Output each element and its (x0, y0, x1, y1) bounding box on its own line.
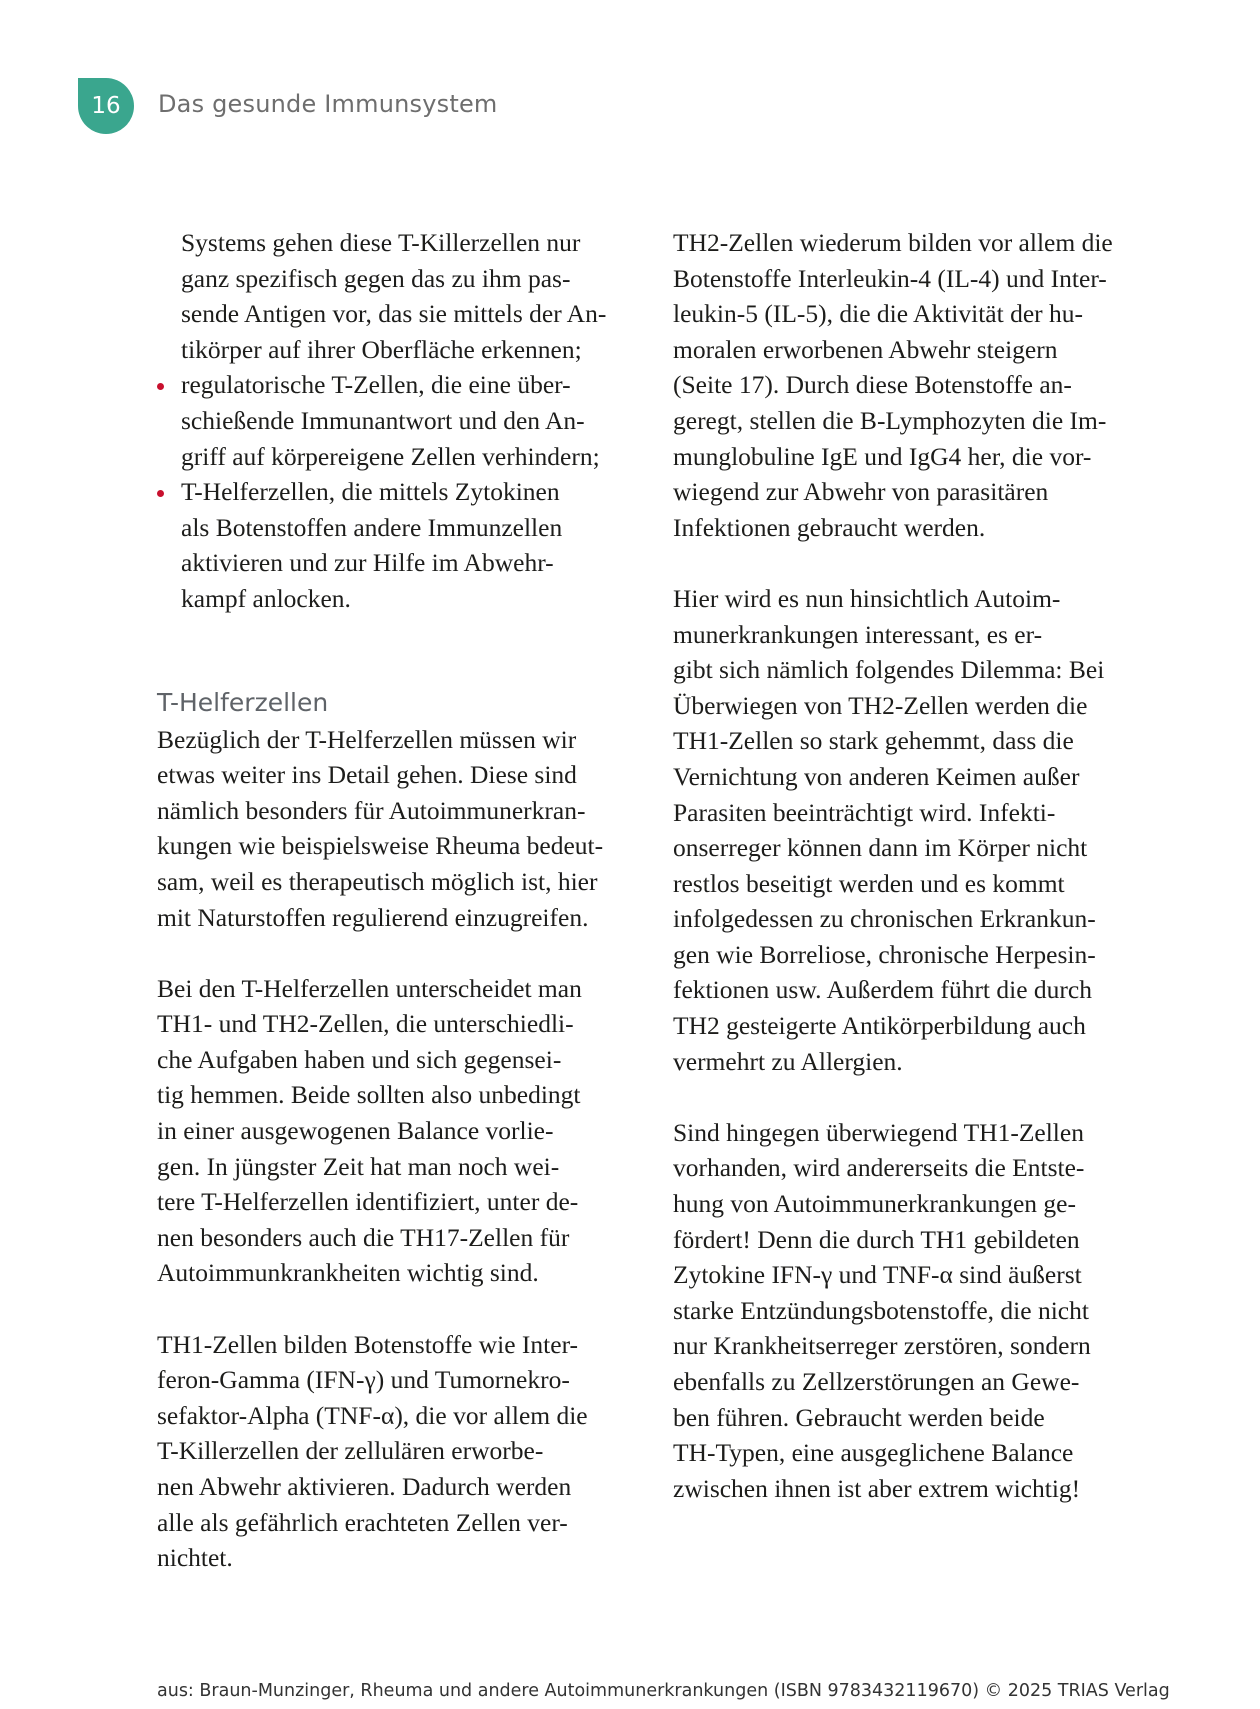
text-line: wiegend zur Abwehr von parasitären (673, 477, 1049, 507)
bullet-item (157, 367, 637, 474)
text-line: Botenstoffe Interleukin-4 (IL-4) und Inter- (673, 263, 1107, 293)
text-line: nur Krankheitserreger zerstören, sondern (673, 1331, 1091, 1361)
text-line: geregt, stellen die B-Lymphozyten die Im- (673, 405, 1107, 435)
text-line: munglobuline IgE und IgG4 her, die vor- (673, 441, 1092, 471)
text-line: nen Abwehr aktivieren. Dadurch werden (157, 1472, 572, 1501)
text-line: kampf anlocken. (181, 583, 351, 613)
text-line: griff auf körpereigene Zellen verhindern; (181, 441, 600, 471)
text-line: ganz spezifisch gegen das zu ihm pas- (181, 263, 571, 293)
section-heading: T-Helferzellen (157, 687, 329, 717)
paragraph (157, 722, 637, 936)
text-line: Zytokine IFN-γ und TNF-α sind äußerst (673, 1260, 1082, 1290)
text-line: nen besonders auch die TH17-Zellen für (157, 1222, 570, 1252)
text-line: als Botenstoffen andere Immunzellen (181, 512, 563, 542)
text-line: vorhanden, wird andererseits die Entste- (673, 1153, 1085, 1183)
text-line: starke Entzündungsbotenstoffe, die nicht (673, 1295, 1089, 1325)
text-line: Überwiegen von TH2-Zellen werden die (673, 690, 1088, 720)
text-line: tikörper auf ihrer Oberfläche erkennen; (181, 334, 582, 364)
text-line: fektionen usw. Außerdem führt die durch (673, 975, 1092, 1005)
text-line: leukin-5 (IL-5), die die Aktivität der hu- (673, 299, 1084, 329)
text-line: tig hemmen. Beide sollten also unbedingt (157, 1080, 581, 1110)
text-line: feron-Gamma (IFN-γ) und Tumornekro- (157, 1365, 570, 1395)
text-line: ebenfalls zu Zellzerstörungen an Gewe- (673, 1367, 1080, 1396)
bullet-item (157, 474, 637, 616)
text-line: (Seite 17). Durch diese Botenstoffe an- (673, 370, 1072, 400)
paragraph (673, 581, 1163, 1079)
text-line: Infektionen gebraucht werden. (673, 512, 986, 542)
text-line: aktivieren und zur Hilfe im Abwehr- (181, 548, 554, 578)
text-line: sefaktor-Alpha (TNF-α), die vor allem die (157, 1400, 588, 1430)
text-line: nämlich besonders für Autoimmunerkran- (157, 795, 586, 825)
text-line: sam, weil es therapeutisch möglich ist, hier (157, 866, 598, 896)
text-line: gen. In jüngster Zeit hat man noch wei- (157, 1151, 560, 1181)
text-line: onserreger können dann im Körper nicht (673, 833, 1088, 863)
text-line: moralen erworbenen Abwehr steigern (673, 334, 1058, 364)
text-line: Sind hingegen überwiegend TH1-Zellen (673, 1117, 1084, 1147)
text-line: sende Antigen vor, das sie mittels der An- (181, 299, 607, 329)
text-line: TH-Typen, eine ausgeglichene Balance (673, 1438, 1074, 1468)
text-line: Parasiten beeinträchtigt wird. Infekti- (673, 797, 1056, 827)
bullet-icon (157, 383, 164, 390)
text-line: mit Naturstoffen regulierend einzugreifen. (157, 902, 589, 932)
text-line: in einer ausgewogenen Balance vorlie- (157, 1116, 554, 1146)
footer-citation: aus: Braun-Munzinger, Rheuma und andere Autoimmunerkrankungen (ISBN 9783432119670) © 2025 TRIAS Verlag (157, 1681, 1170, 1701)
text-line: gen wie Borreliose, chronische Herpesin- (673, 939, 1096, 969)
text-line: Vernichtung von anderen Keimen außer (673, 761, 1080, 791)
paragraph (157, 1327, 637, 1576)
text-line: infolgedessen zu chronischen Erkrankun- (673, 904, 1096, 934)
text-line: nichtet. (157, 1543, 233, 1573)
text-line: TH1- und TH2-Zellen, die unterschiedli- (157, 1009, 574, 1039)
text-line: regulatorische T-Zellen, die eine über- (181, 370, 571, 400)
text-line: Bei den T-Helferzellen unterscheidet man (157, 973, 582, 1003)
paragraph (673, 225, 1163, 545)
text-line: munerkrankungen interessant, es er- (673, 619, 1043, 649)
text-line: tere T-Helferzellen identifiziert, unter de- (157, 1187, 579, 1217)
text-line: TH1-Zellen so stark gehemmt, dass die (673, 726, 1074, 756)
text-line: T-Helferzellen, die mittels Zytokinen (181, 477, 560, 507)
text-line: schießende Immunantwort und den An- (181, 405, 585, 435)
text-line: Bezüglich der T-Helferzellen müssen wir (157, 724, 577, 754)
text-line: hung von Autoimmunerkrankungen ge- (673, 1189, 1076, 1219)
page-number-badge (78, 78, 134, 134)
page-number: 16 (91, 93, 121, 119)
text-line: alle als gefährlich erachteten Zellen ver- (157, 1507, 568, 1537)
text-line: T-Killerzellen der zellulären erworbe- (157, 1436, 544, 1466)
text-line: TH1-Zellen bilden Botenstoffe wie Inter- (157, 1329, 579, 1359)
paragraph (157, 971, 637, 1291)
running-title: Das gesunde Immunsystem (158, 90, 498, 118)
text-line: Hier wird es nun hinsichtlich Autoim- (673, 583, 1061, 613)
paragraph (673, 1115, 1163, 1507)
right-column (673, 225, 1163, 1506)
text-line: TH2 gesteigerte Antikörperbildung auch (673, 1011, 1086, 1041)
text-line: gibt sich nämlich folgendes Dilemma: Bei (673, 655, 1105, 685)
continuation-text (157, 225, 637, 367)
text-line: ben führen. Gebraucht werden beide (673, 1402, 1045, 1432)
text-line: etwas weiter ins Detail gehen. Diese sind (157, 760, 577, 790)
text-line: TH2-Zellen wiederum bilden vor allem die (673, 228, 1113, 257)
text-line: zwischen ihnen ist aber extrem wichtig! (673, 1473, 1081, 1503)
text-line: kungen wie beispielsweise Rheuma bedeut- (157, 831, 604, 861)
text-line: restlos beseitigt werden und es kommt (673, 868, 1065, 898)
left-column (157, 225, 637, 1576)
text-line: vermehrt zu Allergien. (673, 1046, 903, 1076)
text-line: Autoimmunkrankheiten wichtig sind. (157, 1258, 539, 1288)
text-line: fördert! Denn die durch TH1 gebildeten (673, 1224, 1080, 1254)
text-line: che Aufgaben haben und sich gegensei- (157, 1044, 562, 1074)
text-line: Systems gehen diese T-Killerzellen nur (181, 228, 581, 257)
bullet-icon (157, 490, 164, 497)
